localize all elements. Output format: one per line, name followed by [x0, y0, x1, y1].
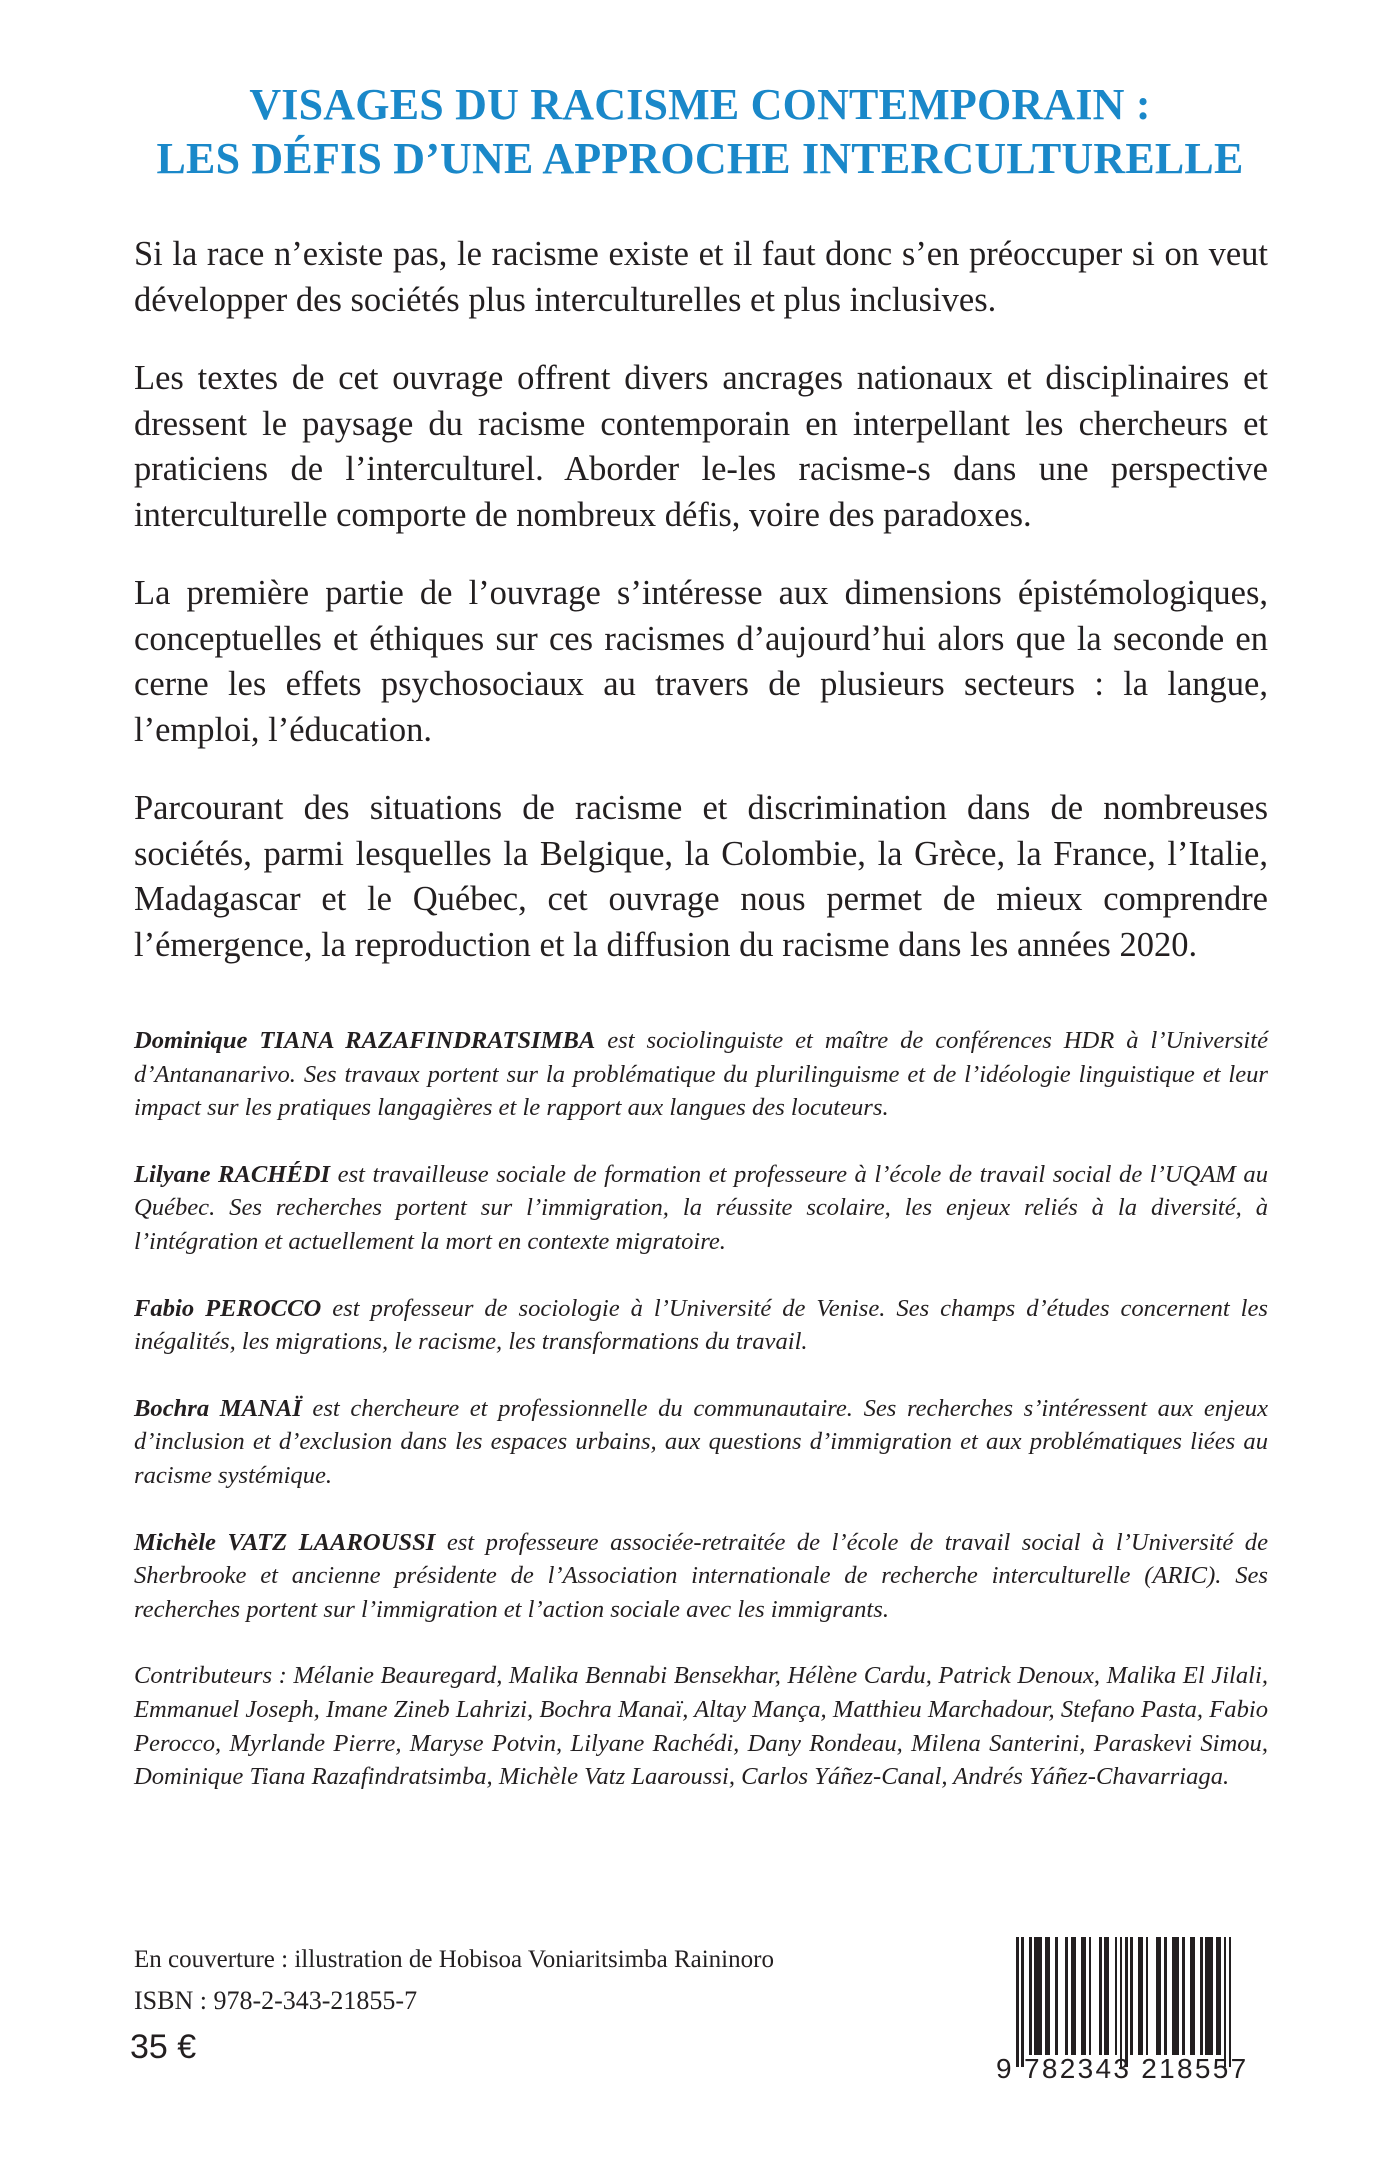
author-bio — [134, 1292, 1268, 1359]
author-name: Michèle VATZ LAAROUSSI — [134, 1528, 436, 1556]
title-line-1: VISAGES DU RACISME CONTEMPORAIN : — [249, 80, 1151, 129]
barcode-bar — [1205, 1937, 1213, 2055]
contributors-list: Contributeurs : Mélanie Beauregard, Malika Bennabi Bensekhar, Hélène Cardu, Patrick Denoux, Malika El Jilali, Emmanuel Joseph, Imane Zineb Lahrizi, Bochra Manaï, Altay Mança, Matthieu Marchadour, Stefano Pasta, Fabio Perocco, Myrlande Pierre, Maryse Potvin, Lilyane Rachédi, Dany Rondeau, Milena Santerini, Paraskevi Simou, Dominique Tiana Razafindratsimba, Michèle Vatz Laaroussi, Carlos Yáñez-Canal, Andrés Yáñez-Chavarriaga. — [134, 1662, 1268, 1791]
summary-paragraph: Les textes de cet ouvrage offrent divers ancrages nationaux et disciplinaires et dressent le paysage du racisme contemporain en interpellant les chercheurs et praticiens de l’interculturel. Aborder le-les racisme-s dans une perspective interculturelle comporte de nombreux défis, voire des paradoxes. — [134, 359, 1268, 534]
author-name: Lilyane RACHÉDI — [134, 1160, 331, 1188]
isbn: ISBN : 978-2-343-21855-7 — [134, 1986, 418, 2015]
author-bio — [134, 1024, 1268, 1125]
author-bio-text: est travailleuse sociale de formation et professeure à l’école de travail social de l’UQAM au Québec. Ses recherches portent sur l’immigration, la réussite scolaire, les enjeux reliés à la diversité, à l’intégration et actuellement la mort en contexte migratoire. — [134, 1160, 1268, 1255]
author-bio — [134, 1526, 1268, 1627]
author-bio-text: est professeure associée-retraitée de l’école de travail social à l’Université de Sherbrooke et ancienne présidente de l’Association internationale de recherche interculturelle (ARIC). Ses recherches portent sur l’immigration et l’action sociale avec les immigrants. — [134, 1528, 1269, 1623]
isbn-barcode — [996, 1937, 1268, 2087]
author-name: Fabio PEROCCO — [134, 1294, 322, 1322]
author-bio-text: est professeur de sociologie à l’Université de Venise. Ses champs d’études concernent les inégalités, les migrations, le racisme, les transformations du travail. — [134, 1294, 1268, 1356]
barcode-bar — [1229, 1937, 1232, 2067]
cover-credit: En couverture : illustration de Hobisoa Voniaritsimba Raininoro — [134, 1946, 774, 1973]
author-name: Dominique TIANA RAZAFINDRATSIMBA — [134, 1027, 596, 1054]
price: 35 € — [130, 2028, 197, 2066]
author-bios — [134, 1024, 1268, 1827]
title-line-2: LES DÉFIS D’UNE APPROCHE INTERCULTURELLE — [156, 134, 1244, 183]
barcode-bar — [1091, 1937, 1099, 2055]
barcode-bar — [1172, 1937, 1180, 2055]
summary-paragraph: La première partie de l’ouvrage s’intéresse aux dimensions épistémologiques, conceptuelles et éthiques sur ces racismes d’aujourd’hui alors que la seconde en cerne les effets psychosociaux au travers de plusieurs secteurs : la langue, l’emploi, l’éducation. — [134, 574, 1268, 749]
author-name: Bochra MANAÏ — [134, 1394, 302, 1422]
author-bio — [134, 1392, 1268, 1493]
barcode-bars — [1016, 1937, 1268, 2055]
barcode-bar — [1034, 1937, 1042, 2055]
author-bio-text: est sociolinguiste et maître de conférences HDR à l’Université d’Antananarivo. Ses travaux portent sur la problématique du plurilinguisme et de l’idéologie linguistique et leur impact sur les pratiques langagières et le rapport aux langues des locuteurs. — [134, 1027, 1268, 1122]
summary-paragraph: Parcourant des situations de racisme et discrimination dans de nombreuses sociétés, parmi lesquelles la Belgique, la Colombie, la Grèce, la France, l’Italie, Madagascar et le Québec, cet ouvrage nous permet de mieux comprendre l’émergence, la reproduction et la diffusion du racisme dans les années 2020. — [134, 789, 1268, 964]
barcode-bar — [1148, 1937, 1156, 2055]
book-title — [120, 78, 1280, 186]
author-bio — [134, 1158, 1268, 1259]
author-bio-text: est chercheure et professionnelle du communautaire. Ses recherches s’intéressent aux enjeux d’inclusion et d’exclusion dans les espaces urbains, aux questions d’immigration et aux problématiques liées au racisme systémique. — [134, 1394, 1268, 1489]
barcode-digits: 9 782343 218557 — [996, 2053, 1249, 2084]
barcode-bar — [1058, 1937, 1066, 2055]
summary-paragraph: Si la race n’existe pas, le racisme existe et il faut donc s’en préoccuper si on veut développer des sociétés plus interculturelles et plus inclusives. — [134, 235, 1268, 319]
summary — [134, 232, 1268, 1001]
